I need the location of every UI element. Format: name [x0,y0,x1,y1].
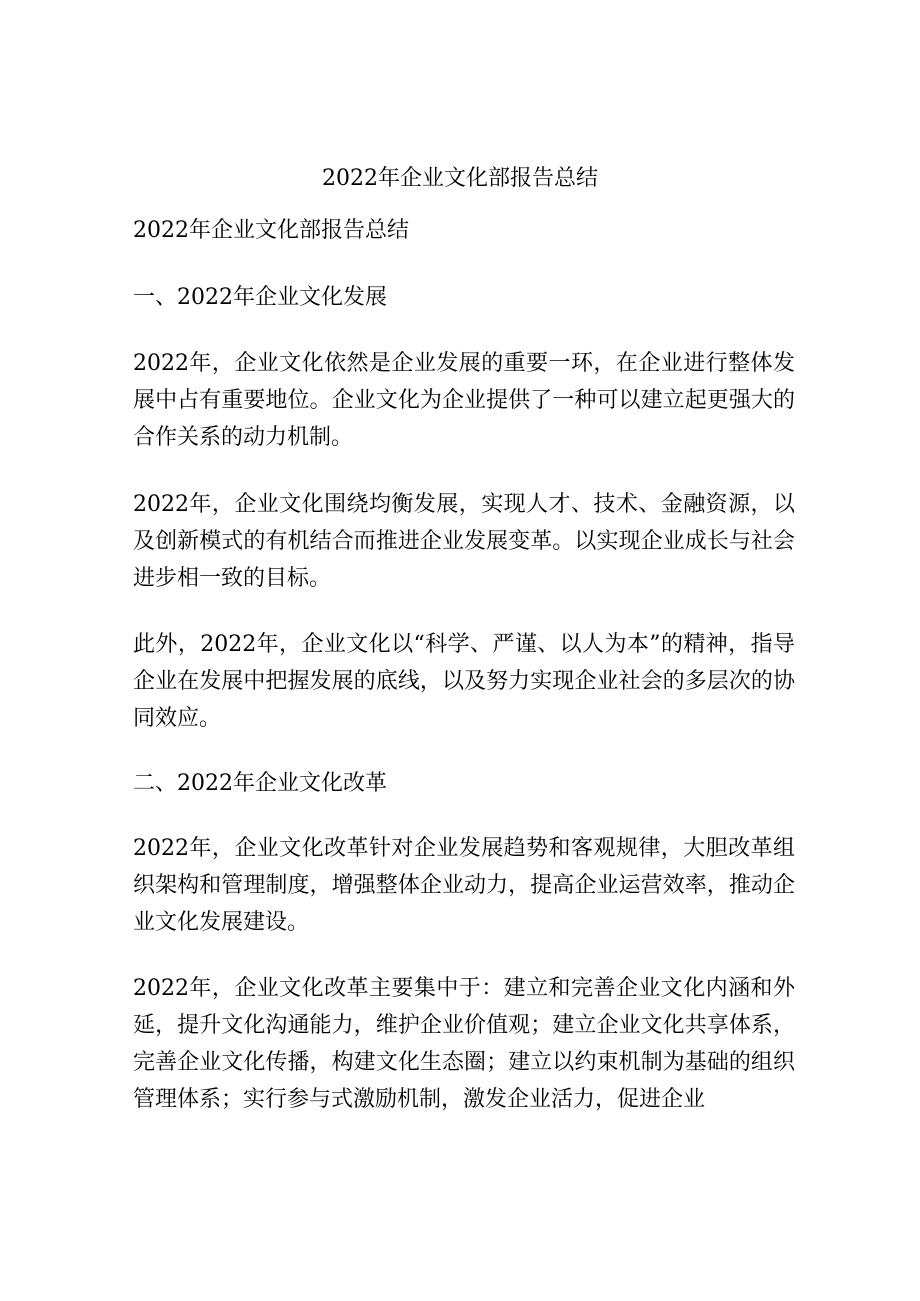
paragraph: 2022年，企业文化依然是企业发展的重要一环，在企业进行整体发展中占有重要地位。企业文化为企业提供了一种可以建立起更强大的合作关系的动力机制。 [133,351,795,450]
section-heading-reform: 二、2022年企业文化改革 [133,771,387,796]
paragraph: 2022年，企业文化改革针对企业发展趋势和客观规律，大胆改革组织架构和管理制度，增强整体企业动力，提高企业运营效率，推动企业文化发展建设。 [133,836,795,935]
paragraph: 2022年，企业文化改革主要集中于：建立和完善企业文化内涵和外延，提升文化沟通能力，维护企业价值观；建立企业文化共享体系，完善企业文化传播，构建文化生态圈；建立以约束机制为基础的组织管理体系；实行参与式激励机制，激发企业活力，促进企业 [133,976,795,1112]
document-subtitle: 2022年企业文化部报告总结 [133,218,409,243]
paragraph: 此外，2022年，企业文化以“科学、严谨、以人为本”的精神，指导企业在发展中把握发展的底线，以及努力实现企业社会的多层次的协同效应。 [133,632,795,731]
section-heading-development: 一、2022年企业文化发展 [133,285,387,310]
paragraph: 2022年，企业文化围绕均衡发展，实现人才、技术、金融资源，以及创新模式的有机结合而推进企业发展变革。以实现企业成长与社会进步相一致的目标。 [133,492,795,591]
document-title: 2022年企业文化部报告总结 [322,166,598,191]
